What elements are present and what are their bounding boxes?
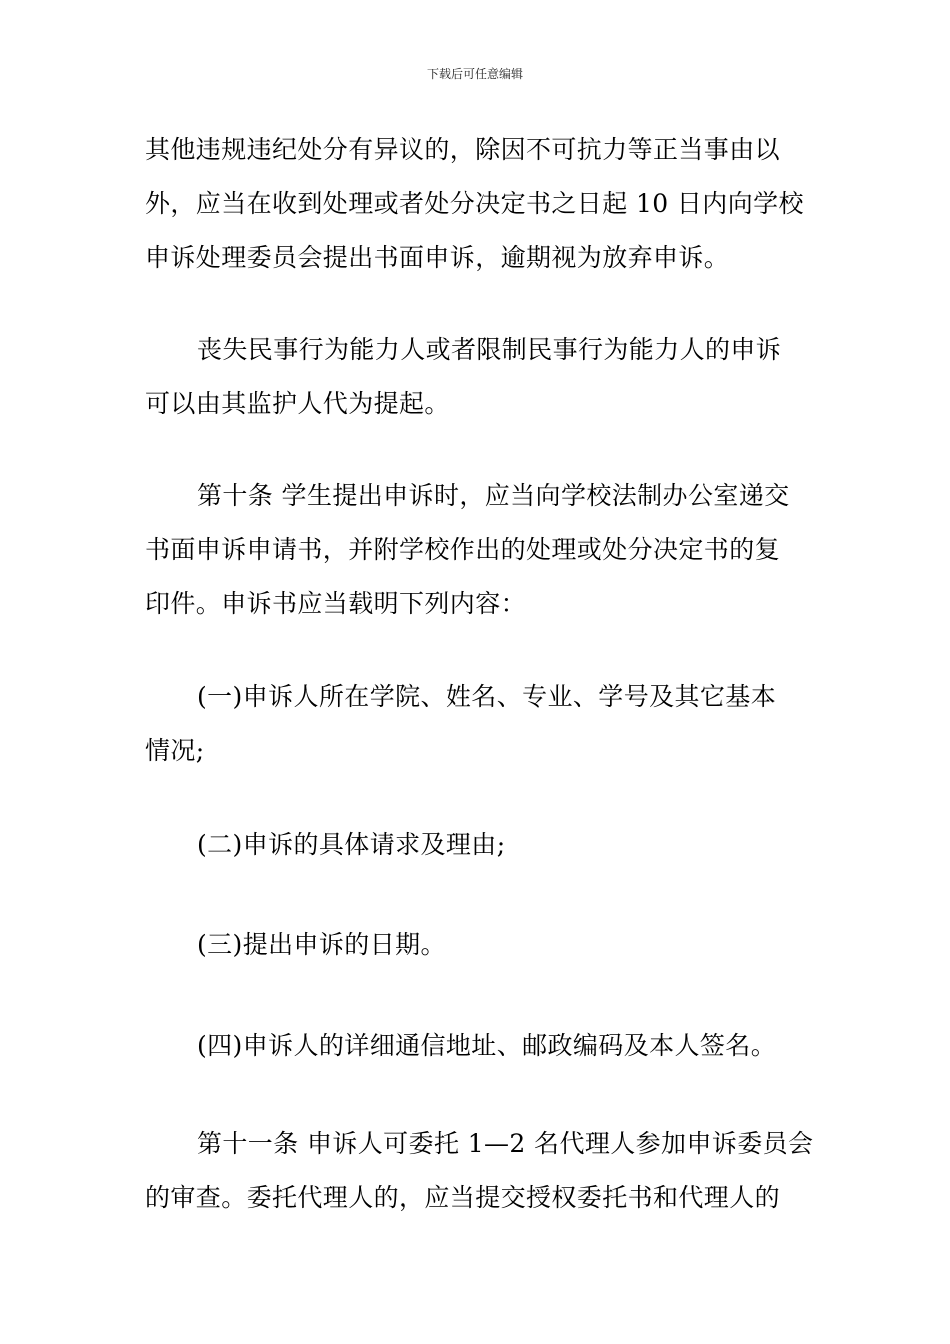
article-10 bbox=[145, 469, 805, 631]
paragraph-line: (三)提出申诉的日期。 bbox=[197, 930, 446, 959]
paragraph-2 bbox=[145, 323, 805, 431]
paragraph-line: 第十一条 申诉人可委托 1—2 名代理人参加申诉委员会 bbox=[197, 1129, 814, 1158]
paragraph-line: 丧失民事行为能力人或者限制民事行为能力人的申诉 bbox=[197, 335, 782, 364]
paragraph-line: 情况; bbox=[145, 736, 205, 765]
paragraph-line: 外，应当在收到处理或者处分决定书之日起 10 日内向学校 bbox=[145, 189, 804, 218]
list-item-4 bbox=[145, 1019, 805, 1073]
list-item-1 bbox=[145, 670, 805, 778]
paragraph-line: 申诉处理委员会提出书面申诉，逾期视为放弃申诉。 bbox=[145, 243, 730, 272]
paragraph-line: 可以由其监护人代为提起。 bbox=[145, 389, 450, 418]
paragraph-line: (二)申诉的具体请求及理由; bbox=[197, 830, 506, 859]
list-item-3 bbox=[145, 918, 805, 972]
list-item-2 bbox=[145, 818, 805, 872]
paragraph-line: 的审查。委托代理人的，应当提交授权委托书和代理人的 bbox=[145, 1183, 781, 1212]
paragraph-1 bbox=[145, 123, 805, 285]
paragraph-line: 书面申诉申请书，并附学校作出的处理或处分决定书的复 bbox=[145, 535, 781, 564]
paragraph-line: (一)申诉人所在学院、姓名、专业、学号及其它基本 bbox=[197, 682, 777, 711]
article-11 bbox=[145, 1117, 814, 1225]
paragraph-line: (四)申诉人的详细通信地址、邮政编码及本人签名。 bbox=[197, 1031, 777, 1060]
paragraph-line: 其他违规违纪处分有异议的，除因不可抗力等正当事由以 bbox=[145, 135, 781, 164]
page-header: 下载后可任意编辑 bbox=[426, 67, 523, 81]
paragraph-line: 第十条 学生提出申诉时，应当向学校法制办公室递交 bbox=[197, 481, 790, 510]
paragraph-line: 印件。申诉书应当载明下列内容： bbox=[145, 589, 527, 618]
